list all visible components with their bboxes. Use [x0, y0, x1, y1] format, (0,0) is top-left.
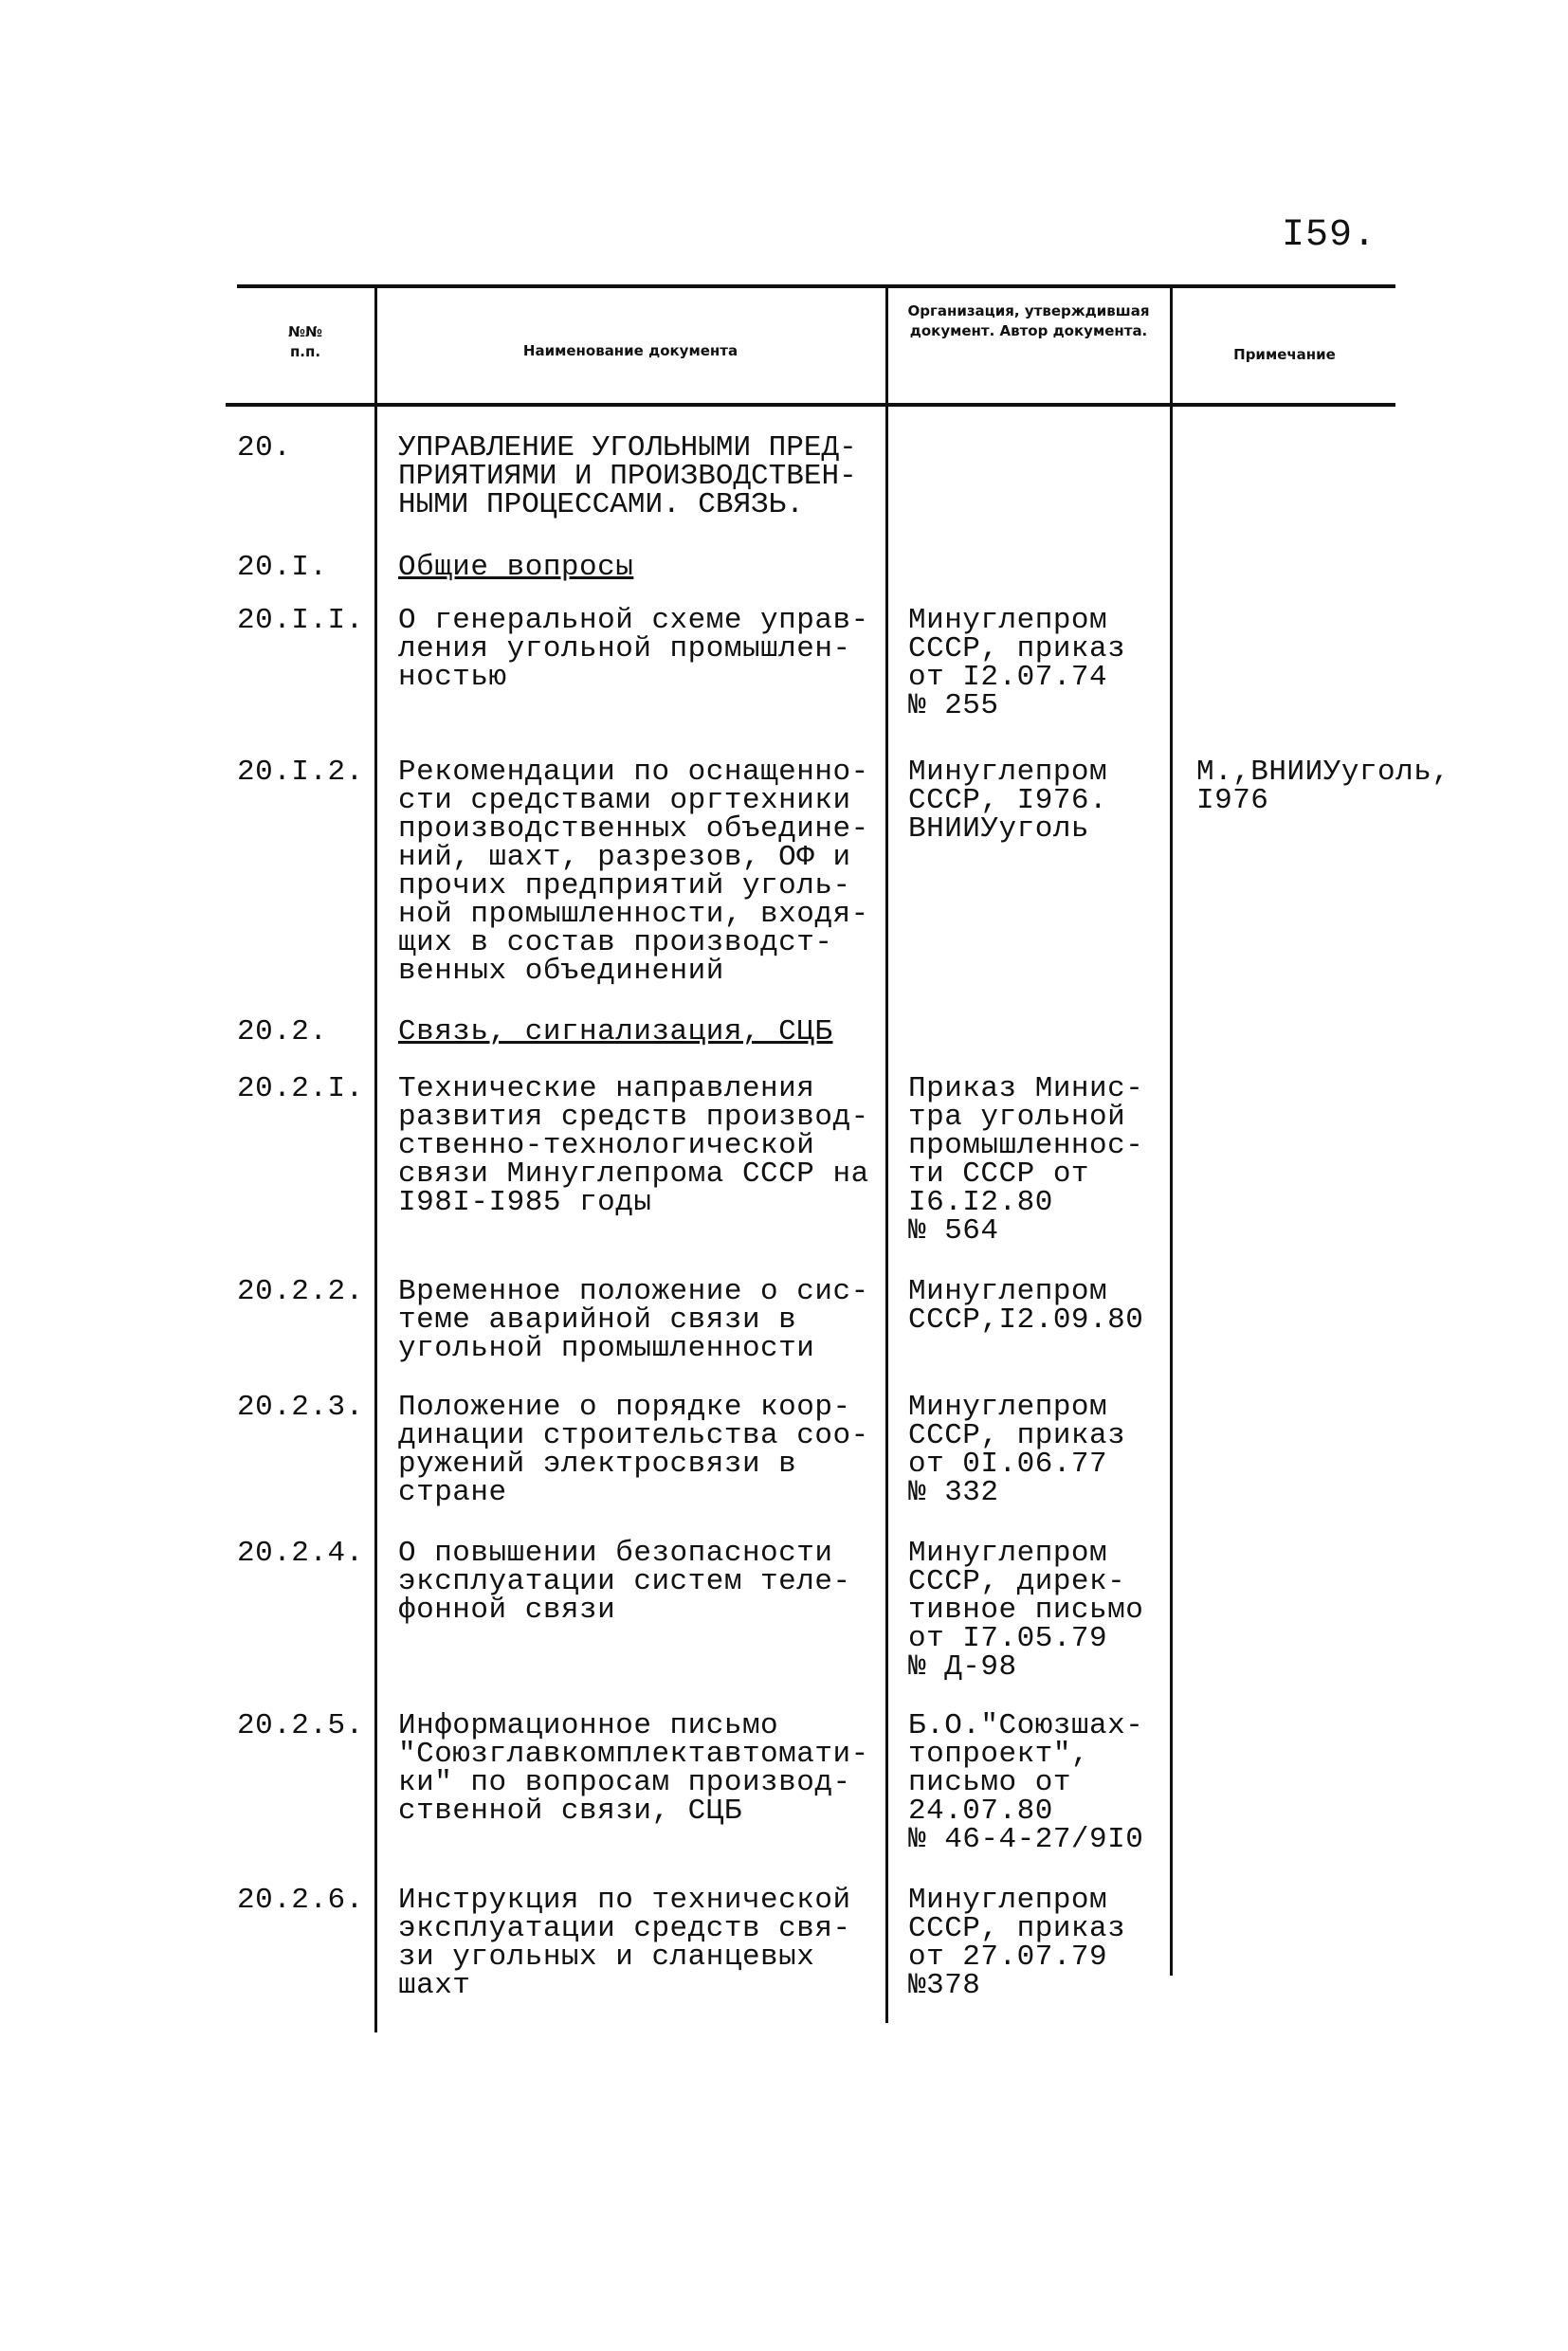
header-document-name: Наименование документа — [522, 342, 738, 359]
table-top-rule — [237, 284, 1395, 288]
row-number: 20.2.4. — [237, 1537, 364, 1570]
document-organization: Минуглепром СССР, приказ от 0I.06.77 № 332 — [908, 1391, 1126, 1509]
row-number: 20.2.6. — [237, 1884, 364, 1917]
document-name: Рекомендации по оснащенно- сти средствами оргтехники производственных объедине- ний, шахт, разрезов, ОФ и прочих предприятий уголь- ной промышленности, входя- щих в состав производст- венных объединений — [398, 756, 869, 988]
row-number: 20.I. — [237, 551, 328, 584]
document-organization: Минуглепром СССР, дирек- тивное письмо от I7.05.79 № Д-98 — [908, 1537, 1144, 1684]
header-note: Примечание — [1233, 346, 1336, 363]
column-divider-3 — [1170, 286, 1173, 1976]
document-organization: Минуглепром СССР, приказ от 27.07.79 №378 — [908, 1884, 1126, 2002]
row-number: 20.2.3. — [237, 1391, 364, 1424]
row-number: 20.2.2. — [237, 1275, 364, 1308]
document-name: Временное положение о сис- теме аварийной связи в угольной промышленности — [398, 1275, 869, 1365]
column-divider-2 — [885, 286, 888, 2023]
document-name: Инструкция по технической эксплуатации средств свя- зи угольных и сланцевых шахт — [398, 1884, 851, 2002]
subsection-title: Связь, сигнализация, СЦБ — [398, 1015, 833, 1048]
document-name: Информационное письмо "Союзглавкомплектавтомати- ки" по вопросам производ- ственной связи, СЦБ — [398, 1709, 869, 1828]
document-name: Технические направления развития средств производ- ственно-технологической связи Минуглепрома СССР на I98I-I985 годы — [398, 1072, 869, 1219]
section-title: УПРАВЛЕНИЕ УГОЛЬНЫМИ ПРЕД- ПРИЯТИЯМИ И ПРОИЗВОДСТВЕН- НЫМИ ПРОЦЕССАМИ. СВЯЗЬ. — [398, 431, 857, 521]
document-organization: Минуглепром СССР, I976. ВНИИУуголь — [908, 756, 1108, 846]
row-number: 20.I.2. — [237, 756, 364, 789]
table-header-bottom-rule — [226, 403, 1395, 407]
row-number: 20.2. — [237, 1015, 328, 1048]
row-number: 20. — [237, 431, 292, 465]
document-organization: Минуглепром СССР, приказ от I2.07.74 № 255 — [908, 604, 1126, 722]
header-num: №№ п.п. — [287, 323, 323, 360]
page-number: I59. — [1282, 214, 1377, 257]
header-organization: Организация, утверждившая документ. Автор документа. — [907, 302, 1150, 339]
document-organization: Минуглепром СССР,I2.09.80 — [908, 1275, 1144, 1337]
document-organization: Приказ Минис- тра угольной промышленнос- ти СССР от I6.I2.80 № 564 — [908, 1072, 1144, 1248]
subsection-title: Общие вопросы — [398, 551, 634, 584]
document-name: О генеральной схеме управ- ления угольной промышлен- ностью — [398, 604, 869, 694]
row-number: 20.2.I. — [237, 1072, 364, 1105]
document-name: О повышении безопасности эксплуатации систем теле- фонной связи — [398, 1537, 851, 1627]
row-number: 20.2.5. — [237, 1709, 364, 1742]
column-divider-1 — [374, 286, 377, 2032]
document-organization: Б.О."Союзшах- топроект", письмо от 24.07.80 № 46-4-27/9I0 — [908, 1709, 1144, 1856]
document-note: М.,ВНИИУуголь, I976 — [1196, 756, 1450, 817]
row-number: 20.I.I. — [237, 604, 364, 637]
document-name: Положение о порядке коор- динации строительства соо- ружений электросвязи в стране — [398, 1391, 869, 1509]
